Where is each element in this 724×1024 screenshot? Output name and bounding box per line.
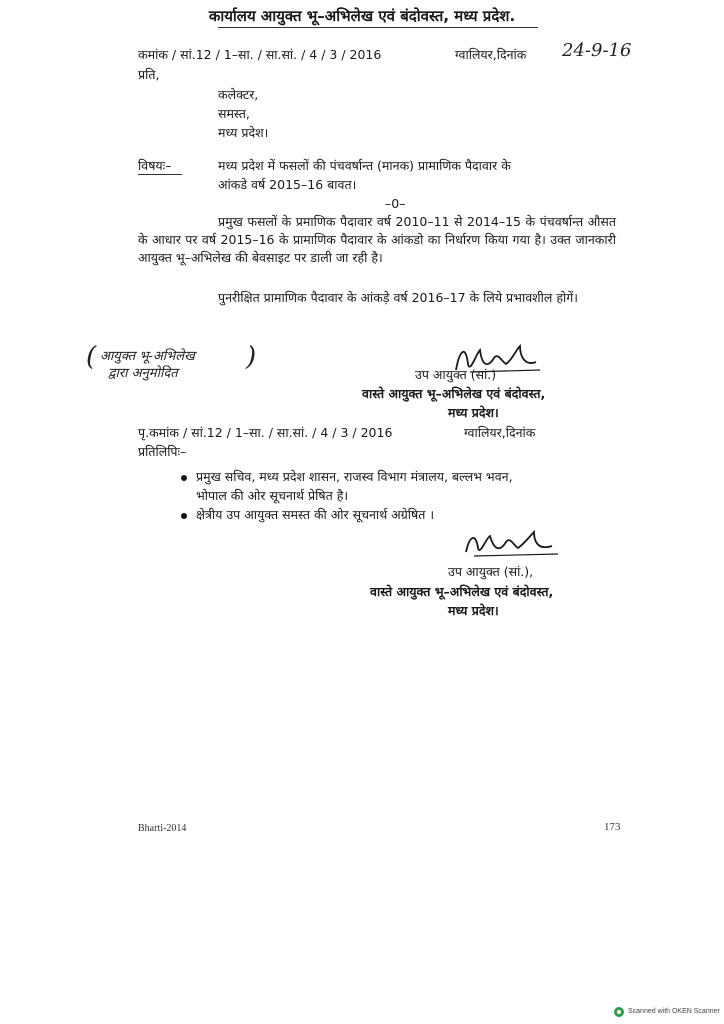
margin-note-open-paren: ( (86, 342, 97, 372)
body-paragraph-2: पुनरीक्षित प्रामाणिक पैदावार के आंकड़े वर्ष 2016–17 के लिये प्रभावशील होगें। (218, 290, 578, 305)
signature-2-line-2: वास्ते आयुक्त भू–अभिलेख एवं बंदोवस्त, (370, 584, 554, 599)
recipient-line-1: कलेक्टर, (218, 87, 259, 102)
subject-line-2: आंकडे वर्ष 2015–16 बावत। (218, 177, 357, 192)
cc-bullet-1 (181, 475, 187, 481)
title-underline (218, 27, 538, 28)
copy-place-date-label: ग्वालियर,दिनांक (464, 425, 536, 440)
recipient-line-3: मध्य प्रदेश। (218, 125, 269, 140)
margin-note-line-1: आयुक्त भू-अभिलेख (100, 349, 195, 364)
signature-1-designation: उप आयुक्त (सां.) (415, 367, 497, 382)
cc-item-2: क्षेत्रीय उप आयुक्त समस्त की ओर सूचनार्थ अग्रेषित । (196, 507, 435, 522)
office-title: कार्यालय आयुक्त भू–अभिलेख एवं बंदोवस्त, मध्य प्रदेश. (208, 7, 516, 25)
handwritten-date: 24-9-16 (562, 40, 632, 61)
margin-note-close-paren: ) (246, 342, 257, 372)
margin-note-line-2: द्वारा अनुमोदित (108, 366, 178, 381)
signature-2-line-3: मध्य प्रदेश। (448, 603, 499, 618)
cc-item-1-line-2: भोपाल की ओर सूचनार्थ प्रेषित है। (196, 488, 349, 503)
signature-1-line-2: वास्ते आयुक्त भू–अभिलेख एवं बंदोवस्त, (362, 386, 546, 401)
place-date-label: ग्वालियर,दिनांक (455, 47, 527, 62)
signature-2 (460, 528, 565, 562)
scanner-badge-text: Scanned with OKEN Scanner (628, 1008, 720, 1015)
subject-line-1: मध्य प्रदेश में फसलों की पंचवर्षान्त (मानक) प्रामाणिक पैदावार के (218, 158, 511, 173)
page-number: 173 (604, 821, 621, 833)
signature-2-designation: उप आयुक्त (सां.), (448, 564, 534, 579)
subject-label: विषयः– (138, 158, 172, 173)
body-paragraph-1: प्रमुख फसलों के प्रमाणिक पैदावार वर्ष 2010–11 से 2014–15 के पंचवर्षान्त औसत के आधार पर वर्ष 2015–16 के प्रामाणिक पैदावार के आंकडो का निर्धारण किया गया है। उक्त जानकारी आयुक्त भू–अभिलेख की बेवसाइट पर डाली जा रही है। (138, 214, 616, 265)
separator: –0– (385, 196, 406, 211)
cc-bullet-2 (181, 513, 187, 519)
recipient-line-2: समस्त, (218, 106, 250, 121)
to-label: प्रति, (138, 67, 160, 82)
copy-reference-number: पृ.कमांक / सां.12 / 1–सा. / सा.सां. / 4 / 3 / 2016 (138, 425, 393, 440)
subject-label-underline (138, 174, 182, 175)
footer-left-text: Bharti-2014 (138, 823, 187, 834)
cc-item-1-line-1: प्रमुख सचिव, मध्य प्रदेश शासन, राजस्व विभाग मंत्रालय, बल्लभ भवन, (196, 469, 513, 484)
scanner-logo-icon (614, 1007, 624, 1017)
cc-label: प्रतिलिपिः– (138, 444, 187, 459)
signature-1-line-3: मध्य प्रदेश। (448, 405, 499, 420)
reference-number: कमांक / सां.12 / 1–सा. / सा.सां. / 4 / 3 / 2016 (138, 47, 382, 62)
